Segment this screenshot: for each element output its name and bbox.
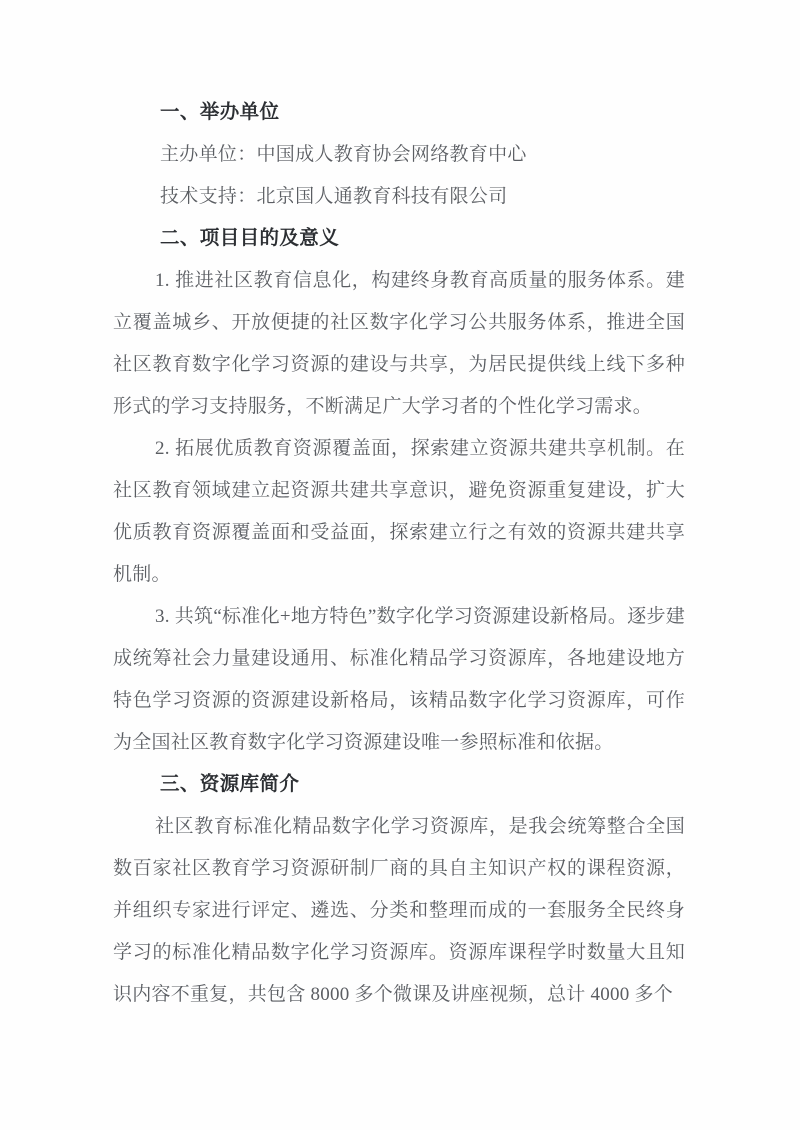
- paragraph-2-2: 2. 拓展优质教育资源覆盖面，探索建立资源共建共享机制。在社区教育领域建立起资源共建共享意识，避免资源重复建设，扩大优质教育资源覆盖面和受益面，探索建立行之有效的资源共建共享机制。: [113, 438, 685, 585]
- section-heading-2: 二、项目目的及意义: [160, 228, 340, 249]
- technical-support-line: 技术支持：北京国人通教育科技有限公司: [160, 186, 508, 207]
- document-body: [113, 92, 685, 1016]
- section-heading-3: 三、资源库简介: [160, 774, 300, 795]
- paragraph-3-1: 社区教育标准化精品数字化学习资源库，是我会统筹整合全国数百家社区教育学习资源研制厂商的具自主知识产权的课程资源，并组织专家进行评定、遴选、分类和整理而成的一套服务全民终身学习的标准化精品数字化学习资源库。资源库课程学时数量大且知识内容不重复，共包含 8000 多个微课及讲座视频，总计 4000 多个: [113, 816, 685, 1005]
- paragraph-2-1: 1. 推进社区教育信息化，构建终身教育高质量的服务体系。建立覆盖城乡、开放便捷的社区数字化学习公共服务体系，推进全国社区教育数字化学习资源的建设与共享，为居民提供线上线下多种形式的学习支持服务，不断满足广大学习者的个性化学习需求。: [113, 270, 685, 417]
- paragraph-2-3: 3. 共筑“标准化+地方特色”数字化学习资源建设新格局。逐步建成统筹社会力量建设通用、标准化精品学习资源库，各地建设地方特色学习资源的资源建设新格局，该精品数字化学习资源库，可作为全国社区教育数字化学习资源建设唯一参照标准和依据。: [113, 606, 685, 753]
- organizer-line: 主办单位：中国成人教育协会网络教育中心: [160, 144, 527, 165]
- section-heading-1: 一、举办单位: [160, 102, 280, 123]
